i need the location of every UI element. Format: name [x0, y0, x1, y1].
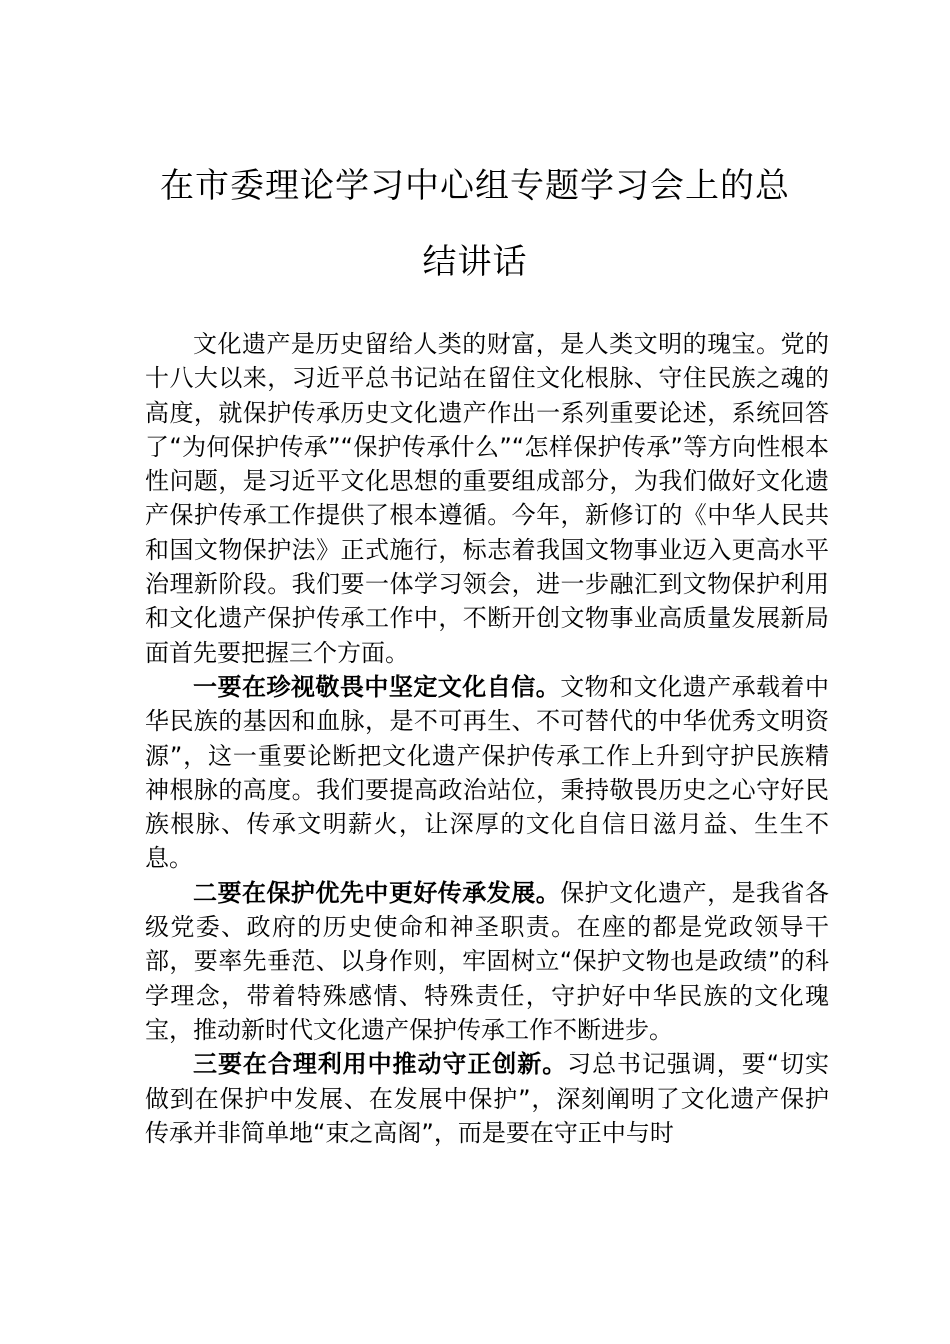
paragraph-lead: 一要在珍视敬畏中坚定文化自信。 — [193, 672, 561, 701]
paragraph-text: 文物和文化遗产承载着中华民族的基因和血脉，是不可再生、不可替代的中华优秀文明资源”，这一重要论断把文化遗产保护传承工作上升到守护民族精神根脉的高度。我们要提高政治站位，秉持敬畏历史之心守好民族根脉、传承文明薪火，让深厚的文化自信日滋月益、生生不息。 — [145, 672, 830, 873]
paragraph-point-3 — [145, 1047, 829, 1150]
paragraph-lead: 三要在合理利用中推动守正创新。 — [193, 1050, 568, 1079]
paragraph-text: 文化遗产是历史留给人类的财富，是人类文明的瑰宝。党的十八大以来，习近平总书记站在留住文化根脉、守住民族之魂的高度，就保护传承历史文化遗产作出一系列重要论述，系统回答了“为何保护传承”“保护传承什么”“怎样保护传承”等方向性根本性问题，是习近平文化思想的重要组成部分，为我们做好文化遗产保护传承工作提供了根本遵循。今年，新修订的《中华人民共和国文物保护法》正式施行，标志着我国文物事业迈入更高水平治理新阶段。我们要一体学习领会，进一步融汇到文物保护利用和文化遗产保护传承工作中，不断开创文物事业高质量发展新局面首先要把握三个方面。 — [145, 330, 829, 667]
paragraph-point-1 — [145, 670, 829, 876]
title-line-2: 结讲话 — [422, 242, 528, 282]
paragraph-lead: 二要在保护优先中更好传承发展。 — [193, 878, 561, 907]
paragraph-point-2 — [145, 876, 829, 1047]
title-line-1: 在市委理论学习中心组专题学习会上的总 — [160, 166, 790, 206]
paragraph-text: 习总书记强调，要“切实做到在保护中发展、在发展中保护”，深刻阐明了文化遗产保护传承并非简单地“束之高阁”，而是要在守正中与时 — [145, 1050, 829, 1147]
document-body — [145, 327, 829, 1150]
document-title — [140, 148, 810, 300]
paragraph-text: 保护文化遗产，是我省各级党委、政府的历史使命和神圣职责。在座的都是党政领导干部，要率先垂范、以身作则，牢固树立“保护文物也是政绩”的科学理念，带着特殊感情、特殊责任，守护好中华民族的文化瑰宝，推动新时代文化遗产保护传承工作不断进步。 — [145, 878, 830, 1044]
paragraph-intro — [145, 327, 829, 670]
